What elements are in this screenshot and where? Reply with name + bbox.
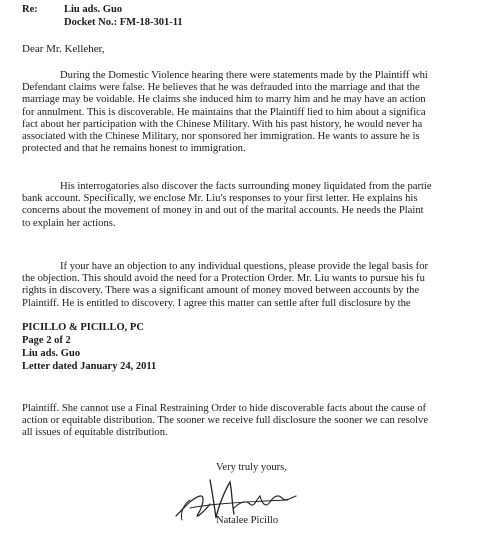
paragraph-line: Plaintiff. He is entitled to discovery. I agree this matter can settle after full disclosure by the [22,297,411,309]
case-name: Liu ads. Guo [22,348,81,359]
paragraph-line: action or equitable distribution. The sooner we receive full disclosure the sooner we can resolve [22,415,429,427]
paragraph-2 [22,181,483,230]
paragraph-line: to explain her actions. [22,217,116,229]
paragraph-line: His interrogatories also discover the facts surrounding money liquidated from the partie [60,181,432,192]
paragraph-line: rights in discovery. There was a significant amount of money moved between accounts by the [22,285,420,297]
paragraph-line: marriage may be voidable. He claims she induced him to marry him and he may have an action [22,94,426,106]
re-docket-number: Docket No.: FM-18-301-11 [64,17,183,28]
paragraph-line: If your have an objection to any individual questions, please provide the legal basis for [60,261,429,272]
re-case-name: Liu ads. Guo [64,4,123,15]
paragraph-4 [22,403,483,440]
paragraph-line: for annulment. This is discoverable. He maintains that the Plaintiff lied to him about a significa [22,106,426,118]
firm-name: PICILLO & PICILLO, PC [22,322,144,333]
paragraph-line: all issues of equitable distribution. [22,427,168,439]
page-number: Page 2 of 2 [22,335,71,346]
paragraph-line: bank account. Specifically, we enclose Mr. Liu's responses to your first letter. He explains his [22,193,418,205]
paragraph-3 [22,261,483,310]
paragraph-line: associated with the Chinese Military, nor sponsored her immigration. He wants to assure he is [22,131,420,143]
letter-date: Letter dated January 24, 2011 [22,361,157,372]
paragraph-line: the objection. This should avoid the need for a Protection Order. Mr. Liu wants to pursue his fu [22,273,425,285]
page-header [22,321,156,373]
signer-name: Natalee Picillo [216,515,279,526]
paragraph-line: concerns about the movement of money in and out of the marital accounts. He needs the Plaint [22,205,424,217]
paragraph-line: fact about her participation with the Chinese Military. With his past history, he would never ha [22,118,423,130]
paragraph-1 [22,70,483,155]
paragraph-line: During the Domestic Violence hearing there were statements made by the Plaintiff whi [60,70,428,81]
paragraph-line: protected and that he remains honest to immigration. [22,143,246,155]
closing: Very truly yours, [216,462,287,473]
re-label: Re: [22,4,38,15]
paragraph-line: Defendant claims were false. He believes that he was defrauded into the marriage and that the [22,82,420,94]
re-block [22,3,183,29]
paragraph-line: Plaintiff. She cannot use a Final Restraining Order to hide discoverable facts about the cause of [22,403,427,414]
salutation: Dear Mr. Kelleher, [22,43,105,55]
signature-block [170,460,320,538]
